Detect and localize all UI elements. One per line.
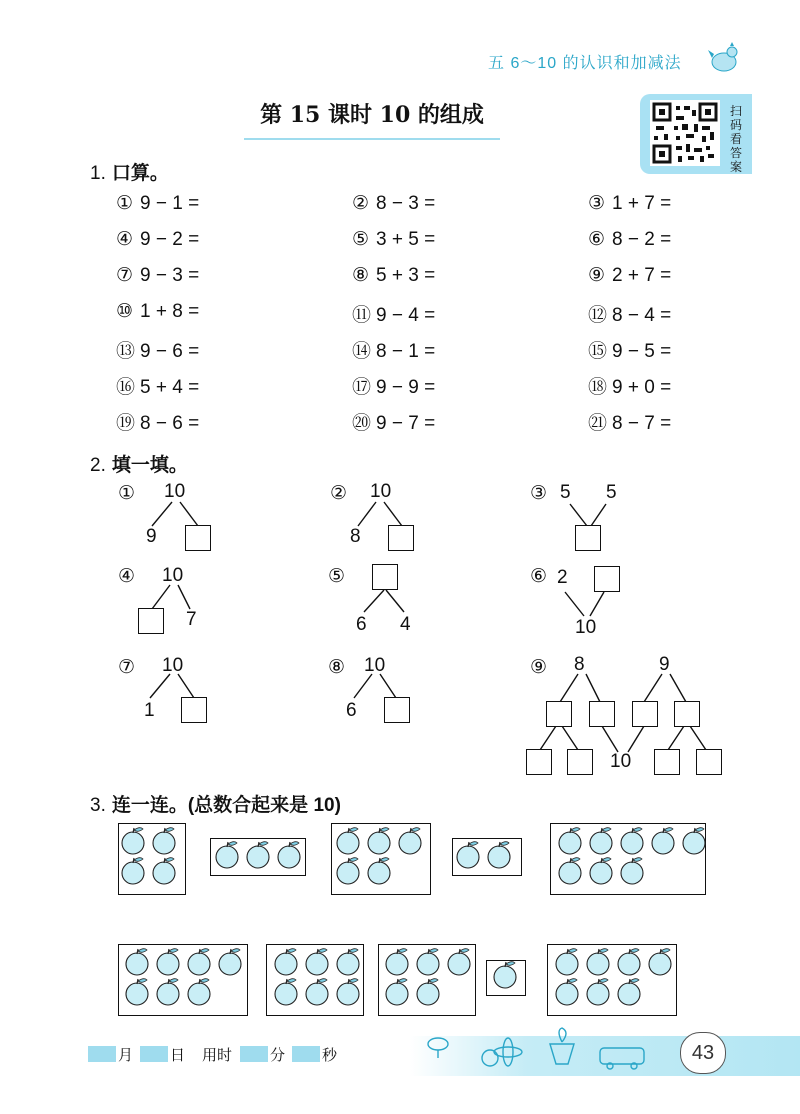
section-1-title: 口算。 [111,163,169,184]
section-3-number: 3. [90,795,106,816]
apple-icon [618,949,640,975]
bond-value: 10 [164,481,186,502]
apple-icon [587,949,609,975]
problem-expression: 9 − 9 = [376,377,436,398]
problem-number: ⑫ [588,305,608,326]
apple-icon [157,949,179,975]
second-field[interactable] [292,1046,320,1062]
bond-value: 10 [370,481,392,502]
bond-value: 1 [144,700,155,721]
minute-label: 分 [270,1047,286,1064]
apple-icon [275,979,297,1005]
bond-value: 9 [146,526,157,547]
fill-mark-8: ⑧ [328,657,346,678]
problem-number: ⑪ [352,305,372,326]
problem-number: ⑮ [588,341,608,362]
apple-icon [306,949,328,975]
apple-icon [122,828,144,854]
bond-value: 8 [574,654,585,675]
apple-icon [559,858,581,884]
apple-icon [337,949,359,975]
fill-mark-9: ⑨ [530,657,548,678]
chapter-header: 五 6～10 的认识和加减法 [488,55,682,72]
problem-number: ④ [116,229,134,250]
month-field[interactable] [88,1046,116,1062]
apple-icon [590,828,612,854]
problem-number: ⑤ [352,229,370,250]
apple-icon [219,949,241,975]
apple-icon [337,858,359,884]
problem-expression: 8 − 4 = [612,305,672,326]
month-label: 月 [118,1047,134,1064]
apple-icon [399,828,421,854]
apple-icon [188,979,210,1005]
apple-icon [337,828,359,854]
problem-number: ㉑ [588,413,608,434]
apple-icon [618,979,640,1005]
fill-mark-2: ② [330,483,348,504]
problem-number: ⑲ [116,413,136,434]
apple-icon [153,828,175,854]
minute-field[interactable] [240,1046,268,1062]
apple-icon [417,979,439,1005]
page-number: 43 [680,1032,726,1074]
problem-number: ⑱ [588,377,608,398]
problem-number: ③ [588,193,606,214]
apple-icon [337,979,359,1005]
fill-mark-3: ③ [530,483,548,504]
bond-value: 7 [186,609,197,630]
fill-mark-7: ⑦ [118,657,136,678]
problem-expression: 9 − 2 = [140,229,200,250]
bond-value: 10 [610,751,632,772]
problem-number: ⑨ [588,265,606,286]
problem-number: ⑳ [352,413,372,434]
apple-icon [216,842,238,868]
problem-number: ⑭ [352,341,372,362]
bond-value: 10 [364,655,386,676]
problem-expression: 5 + 4 = [140,377,200,398]
apple-icon [587,979,609,1005]
apple-icon [157,979,179,1005]
apple-icon [386,979,408,1005]
apple-icon [368,858,390,884]
apple-icon [590,858,612,884]
fill-mark-6: ⑥ [530,566,548,587]
problem-expression: 9 − 1 = [140,193,200,214]
fill-mark-1: ① [118,483,136,504]
problem-expression: 9 − 5 = [612,341,672,362]
apple-icon [278,842,300,868]
problem-expression: 8 − 7 = [612,413,672,434]
problem-expression: 1 + 8 = [140,301,200,322]
problem-expression: 8 − 2 = [612,229,672,250]
time-used-label: 用时 [202,1047,233,1064]
apple-icon [126,979,148,1005]
apple-icon [386,949,408,975]
problem-number: ⑯ [116,377,136,398]
problem-expression: 9 − 6 = [140,341,200,362]
section-3-title: 连一连。(总数合起来是 10) [111,795,341,816]
problem-expression: 9 + 0 = [612,377,672,398]
bond-value: 5 [606,482,617,503]
problem-expression: 8 − 6 = [140,413,200,434]
bond-value: 10 [162,655,184,676]
bond-value: 2 [557,567,568,588]
problem-number: ② [352,193,370,214]
problem-expression: 3 + 5 = [376,229,436,250]
problem-expression: 9 − 7 = [376,413,436,434]
problem-number: ⑦ [116,265,134,286]
fill-mark-4: ④ [118,566,136,587]
problem-number: ⑥ [588,229,606,250]
apple-icon [306,979,328,1005]
apple-icon [457,842,479,868]
qr-caption: 扫码看答案 [729,104,742,174]
footer-decoration-icon [420,1024,670,1074]
apple-icon [556,949,578,975]
bond-value: 9 [659,654,670,675]
problem-expression: 9 − 3 = [140,265,200,286]
apple-icon [126,949,148,975]
apple-icon [649,949,671,975]
apple-icon [368,828,390,854]
problem-expression: 8 − 3 = [376,193,436,214]
fill-mark-5: ⑤ [328,566,346,587]
bond-value: 6 [356,614,367,635]
problem-expression: 2 + 7 = [612,265,672,286]
bond-value: 8 [350,526,361,547]
problem-expression: 5 + 3 = [376,265,436,286]
problem-number: ⑰ [352,377,372,398]
apple-icon [621,828,643,854]
day-label: 日 [170,1047,186,1064]
apple-icon [652,828,674,854]
section-2-number: 2. [90,455,106,476]
apple-icon [559,828,581,854]
bond-value: 4 [400,614,411,635]
apple-icon [494,962,516,988]
problem-number: ⑩ [116,301,134,322]
apple-icon [275,949,297,975]
problem-expression: 9 − 4 = [376,305,436,326]
section-1-number: 1. [90,163,106,184]
section-2-title: 填一填。 [111,455,188,476]
apple-icon [448,949,470,975]
day-field[interactable] [140,1046,168,1062]
problem-expression: 1 + 7 = [612,193,672,214]
apple-icon [556,979,578,1005]
bond-value: 6 [346,700,357,721]
apple-icon [122,858,144,884]
apple-icon [153,858,175,884]
problem-number: ① [116,193,134,214]
bond-value: 5 [560,482,571,503]
second-label: 秒 [322,1047,338,1064]
problem-number: ⑬ [116,341,136,362]
bond-value: 10 [162,565,184,586]
apple-icon [417,949,439,975]
apple-icon [247,842,269,868]
apple-icon [188,949,210,975]
apple-icon [621,858,643,884]
problem-expression: 8 − 1 = [376,341,436,362]
apple-icon [488,842,510,868]
bond-value: 10 [575,617,597,638]
apple-icon [683,828,705,854]
problem-number: ⑧ [352,265,370,286]
lesson-title: 第 15 课时 10 的组成 [260,102,484,128]
